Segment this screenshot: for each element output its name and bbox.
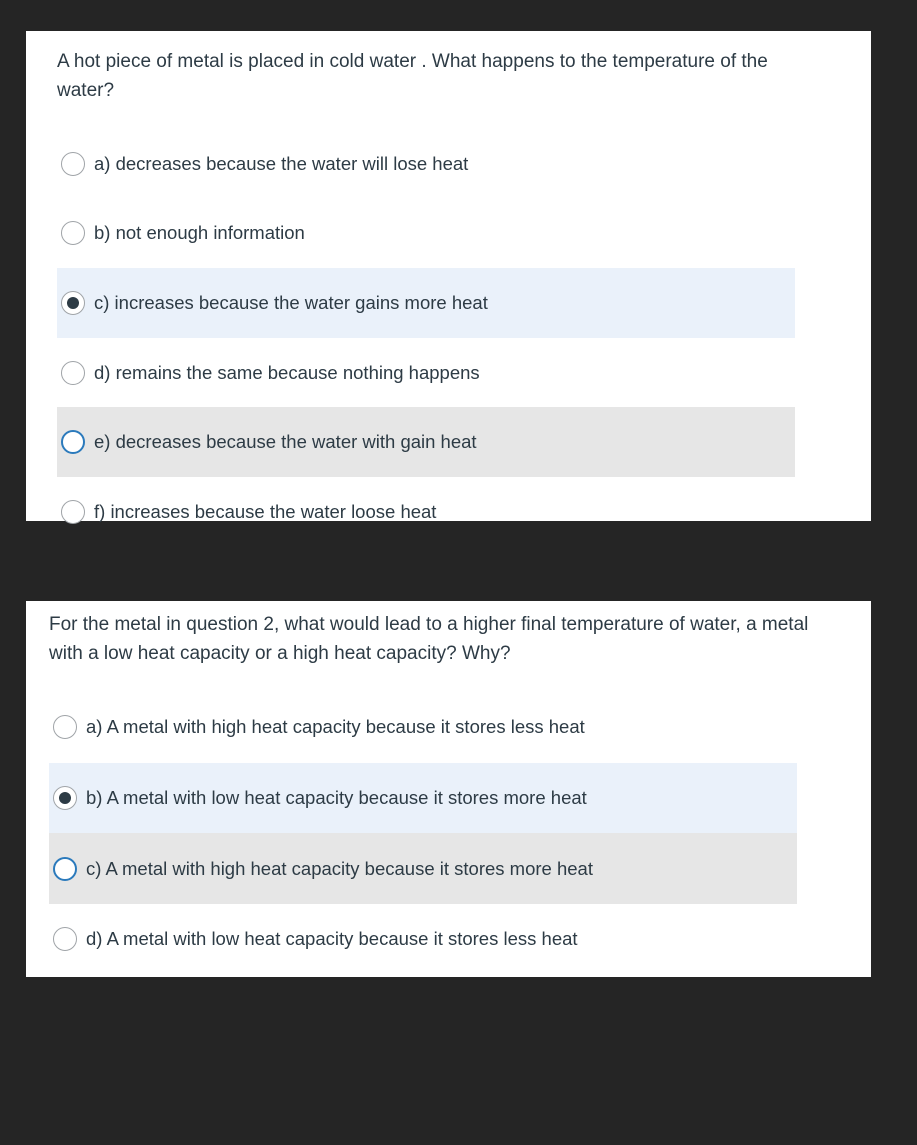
answer-label: b) A metal with low heat capacity because it stores more heat: [86, 787, 587, 809]
answer-option-c[interactable]: [57, 268, 795, 338]
radio-button[interactable]: [61, 361, 85, 385]
answer-option-a[interactable]: [49, 692, 797, 763]
answer-option-b[interactable]: [49, 763, 797, 834]
answer-label: c) A metal with high heat capacity because it stores more heat: [86, 857, 593, 879]
question-card-1: [26, 31, 871, 521]
radio-button[interactable]: [53, 927, 77, 951]
answer-option-f[interactable]: [57, 477, 795, 547]
radio-button-checked[interactable]: [61, 291, 85, 315]
answer-option-d[interactable]: [57, 338, 795, 408]
answer-option-a[interactable]: [57, 129, 795, 199]
answer-label: d) A metal with low heat capacity because it stores less heat: [86, 928, 578, 950]
radio-button-focused[interactable]: [53, 857, 77, 881]
answer-option-b[interactable]: [57, 199, 795, 269]
radio-button[interactable]: [61, 221, 85, 245]
answer-label: d) remains the same because nothing happens: [94, 361, 480, 383]
answer-label: a) decreases because the water will lose heat: [94, 152, 469, 174]
answer-list: [49, 692, 797, 975]
radio-button-focused[interactable]: [61, 430, 85, 454]
answer-option-d[interactable]: [49, 904, 797, 975]
question-text: For the metal in question 2, what would lead to a higher final temperature of water, a metal with a low heat capacity or a high heat capacity? Why?: [49, 614, 809, 664]
radio-button[interactable]: [53, 715, 77, 739]
radio-button-checked[interactable]: [53, 786, 77, 810]
answer-label: e) decreases because the water with gain heat: [94, 431, 477, 453]
radio-button[interactable]: [61, 500, 85, 524]
answer-label: a) A metal with high heat capacity because it stores less heat: [86, 716, 585, 738]
answer-label: c) increases because the water gains more heat: [94, 291, 488, 313]
answer-label: b) not enough information: [94, 222, 305, 244]
question-text: A hot piece of metal is placed in cold water . What happens to the temperature of the water?: [57, 51, 768, 101]
answer-option-e[interactable]: [57, 407, 795, 477]
answer-list: [57, 129, 795, 547]
question-card-2: [26, 601, 871, 977]
answer-label: f) increases because the water loose heat: [94, 500, 437, 522]
answer-option-c[interactable]: [49, 833, 797, 904]
radio-button[interactable]: [61, 152, 85, 176]
